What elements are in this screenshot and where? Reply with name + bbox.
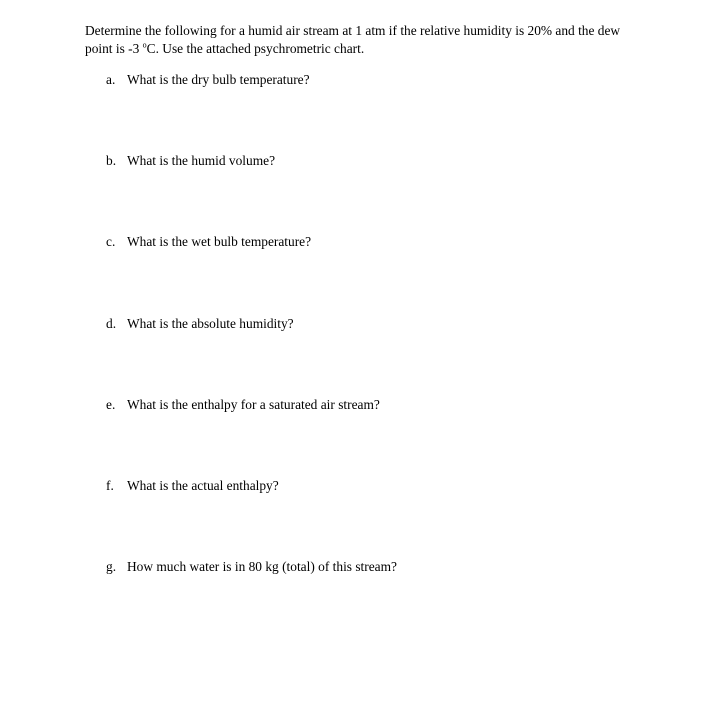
question-text: What is the humid volume? <box>127 153 276 168</box>
question-text: How much water is in 80 kg (total) of this stream? <box>127 559 397 574</box>
problem-statement <box>85 22 630 57</box>
question-b <box>106 152 275 169</box>
degree-symbol: o <box>142 40 147 50</box>
question-text: What is the absolute humidity? <box>127 316 294 331</box>
question-g <box>106 558 397 575</box>
question-letter: e. <box>106 397 116 412</box>
question-text: What is the dry bulb temperature? <box>127 72 310 87</box>
question-letter: b. <box>106 153 117 168</box>
problem-statement-text-end: C. Use the attached psychrometric chart. <box>146 40 365 56</box>
problem-statement-text: Determine the following for a humid air stream at 1 atm if the relative humidity is 20% and the dew point is -3 <box>85 23 621 56</box>
question-letter: c. <box>106 234 116 249</box>
question-text: What is the actual enthalpy? <box>127 478 279 493</box>
question-text: What is the wet bulb temperature? <box>127 234 312 249</box>
question-letter: g. <box>106 559 117 574</box>
question-f <box>106 477 279 494</box>
question-c <box>106 233 311 250</box>
question-d <box>106 315 294 332</box>
question-a <box>106 71 310 88</box>
question-letter: d. <box>106 316 117 331</box>
question-letter: a. <box>106 72 116 87</box>
question-letter: f. <box>106 478 114 493</box>
question-text: What is the enthalpy for a saturated air stream? <box>127 397 380 412</box>
question-e <box>106 396 380 413</box>
